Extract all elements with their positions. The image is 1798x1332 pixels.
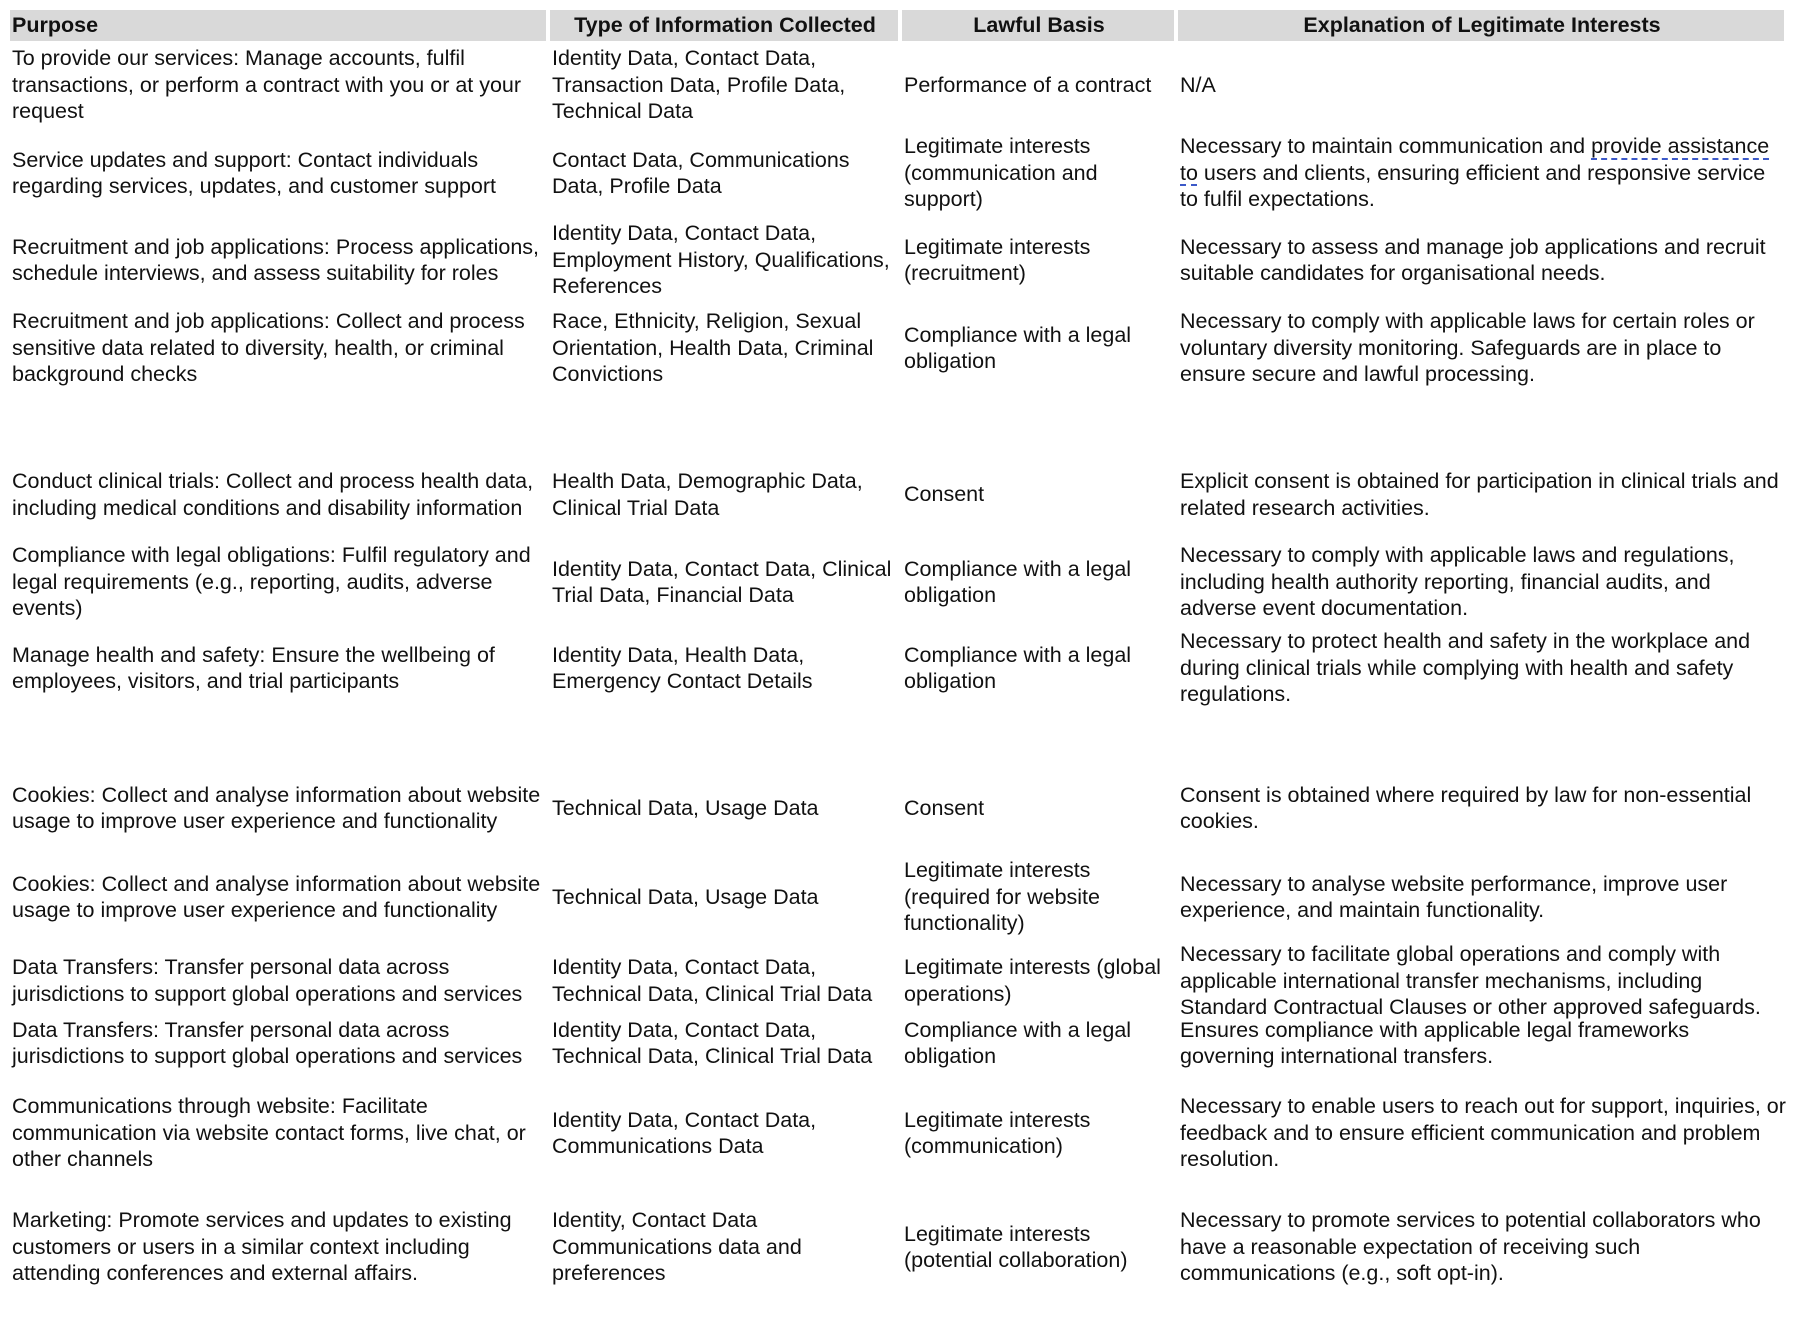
type-cell: Identity Data, Contact Data, Employment History, Qualifications, References: [552, 221, 890, 299]
basis-cell: Compliance with a legal obligation: [904, 642, 1132, 693]
table-row: [10, 763, 1788, 853]
purpose-cell: Compliance with legal obligations: Fulfil regulatory and legal requirements (e.g., reporting, audits, adverse events): [12, 543, 531, 621]
table-header-row: [10, 10, 1788, 41]
type-cell: Identity Data, Contact Data, Clinical Trial Data, Financial Data: [552, 556, 892, 607]
basis-cell: Consent: [904, 795, 985, 820]
type-cell: Identity Data, Health Data, Emergency Contact Details: [552, 642, 813, 693]
table-row: [10, 41, 1788, 129]
explanation-text: Necessary to promote services to potential collaborators who have a reasonable expectation of receiving such communications (e.g., soft opt-in).: [1180, 1208, 1761, 1286]
purpose-cell: Manage health and safety: Ensure the wellbeing of employees, visitors, and trial participants: [12, 642, 495, 693]
table-row: [10, 303, 1788, 393]
purpose-cell: Data Transfers: Transfer personal data across jurisdictions to support global operations and services: [12, 955, 523, 1006]
explanation-text: Necessary to maintain communication and: [1180, 134, 1592, 159]
type-cell: Contact Data, Communications Data, Profile Data: [552, 147, 850, 198]
type-cell: Identity Data, Contact Data, Transaction Data, Profile Data, Technical Data: [552, 46, 846, 124]
header-explanation: Explanation of Legitimate Interests: [1178, 10, 1784, 41]
basis-cell: Performance of a contract: [904, 72, 1152, 97]
purpose-cell: Data Transfers: Transfer personal data across jurisdictions to support global operations and services: [12, 1017, 523, 1068]
table-row: [10, 129, 1788, 217]
explanation-cell: [1178, 1017, 1788, 1070]
header-type-of-information: Type of Information Collected: [550, 10, 898, 41]
purpose-cell: Recruitment and job applications: Collect and process sensitive data related to diversity, health, or criminal background checks: [12, 309, 525, 387]
basis-cell: Legitimate interests (potential collaboration): [904, 1221, 1128, 1272]
explanation-cell: [1178, 941, 1788, 1021]
explanation-text: Necessary to enable users to reach out for support, inquiries, or feedback and to ensure efficient communication and problem resolution.: [1180, 1094, 1786, 1172]
table-row: [10, 941, 1788, 1019]
type-cell: Identity Data, Contact Data, Technical Data, Clinical Trial Data: [552, 1017, 873, 1068]
basis-cell: Legitimate interests (communication and support): [904, 134, 1098, 212]
type-cell: Health Data, Demographic Data, Clinical Trial Data: [552, 469, 863, 520]
explanation-cell: [1178, 468, 1788, 521]
table-row-spacer: [10, 711, 1788, 763]
purpose-cell: Recruitment and job applications: Process applications, schedule interviews, and assess suitability for roles: [12, 234, 540, 285]
explanation-text: Necessary to facilitate global operations and comply with applicable international transfer mechanisms, including Standard Contractual Clauses or other approved safeguards.: [1180, 942, 1761, 1019]
purpose-cell: Conduct clinical trials: Collect and process health data, including medical conditions and disability information: [12, 469, 534, 520]
table-row: [10, 539, 1788, 625]
basis-cell: Consent: [904, 482, 985, 507]
purpose-cell: Service updates and support: Contact individuals regarding services, updates, and customer support: [12, 147, 497, 198]
explanation-text: Necessary to comply with applicable laws for certain roles or voluntary diversity monitoring. Safeguards are in place to ensure secure and lawful processing.: [1180, 309, 1755, 387]
explanation-cell: [1178, 133, 1788, 213]
explanation-cell: [1178, 234, 1788, 287]
explanation-cell: [1178, 1207, 1788, 1287]
basis-cell: Legitimate interests (communication): [904, 1107, 1091, 1158]
table-row: [10, 217, 1788, 303]
explanation-text: Necessary to analyse website performance, improve user experience, and maintain functionality.: [1180, 871, 1728, 922]
explanation-text: Consent is obtained where required by law for non-essential cookies.: [1180, 782, 1752, 833]
data-processing-table: [10, 10, 1788, 1290]
explanation-cell: [1178, 782, 1788, 835]
grammar-flagged-text[interactable]: provide assistance to: [1180, 134, 1770, 185]
purpose-cell: Cookies: Collect and analyse information about website usage to improve user experience and functionality: [12, 871, 541, 922]
basis-cell: Legitimate interests (required for website functionality): [904, 858, 1100, 936]
explanation-text: N/A: [1180, 72, 1216, 97]
explanation-text: Necessary to assess and manage job applications and recruit suitable candidates for organisational needs.: [1180, 234, 1766, 285]
table-row-spacer: [10, 393, 1788, 450]
purpose-cell: Marketing: Promote services and updates to existing customers or users in a similar context including attending conferences and external affairs.: [12, 1208, 512, 1286]
explanation-cell: [1178, 1093, 1788, 1173]
table-row-spacer: [10, 1077, 1788, 1090]
table-row-spacer: [10, 1176, 1788, 1204]
type-cell: Technical Data, Usage Data: [552, 795, 819, 820]
explanation-cell: [1178, 542, 1788, 622]
explanation-text: Ensures compliance with applicable legal frameworks governing international transfers.: [1180, 1017, 1690, 1068]
purpose-cell: Communications through website: Facilitate communication via website contact forms, live chat, or other channels: [12, 1094, 526, 1172]
basis-cell: Legitimate interests (global operations): [904, 955, 1161, 1006]
basis-cell: Compliance with a legal obligation: [904, 1017, 1132, 1068]
explanation-cell: [1178, 308, 1788, 388]
explanation-text: Necessary to protect health and safety in the workplace and during clinical trials while complying with health and safety regulations.: [1180, 629, 1751, 707]
table-row: [10, 450, 1788, 539]
header-purpose: Purpose: [10, 10, 546, 41]
basis-cell: Compliance with a legal obligation: [904, 322, 1132, 373]
type-cell: Identity Data, Contact Data, Communications Data: [552, 1107, 817, 1158]
type-cell: Race, Ethnicity, Religion, Sexual Orientation, Health Data, Criminal Convictions: [552, 309, 874, 387]
purpose-cell: To provide our services: Manage accounts, fulfil transactions, or perform a contract with you or at your request: [12, 46, 522, 124]
type-cell: Technical Data, Usage Data: [552, 884, 819, 909]
table-row: [10, 625, 1788, 711]
table-row: [10, 1009, 1788, 1077]
explanation-text: Necessary to comply with applicable laws and regulations, including health authority reporting, financial audits, and adverse event documentation.: [1180, 543, 1735, 621]
header-lawful-basis: Lawful Basis: [902, 10, 1174, 41]
basis-cell: Legitimate interests (recruitment): [904, 234, 1091, 285]
explanation-cell: [1178, 72, 1788, 99]
type-cell: Identity Data, Contact Data, Technical Data, Clinical Trial Data: [552, 955, 873, 1006]
explanation-text: Explicit consent is obtained for participation in clinical trials and related research activities.: [1180, 469, 1779, 520]
table-row: [10, 1204, 1788, 1290]
table-row: [10, 853, 1788, 941]
table-row: [10, 1090, 1788, 1176]
explanation-cell: [1178, 871, 1788, 924]
basis-cell: Compliance with a legal obligation: [904, 556, 1132, 607]
purpose-cell: Cookies: Collect and analyse information about website usage to improve user experience and functionality: [12, 782, 541, 833]
explanation-text-rest: users and clients, ensuring efficient and responsive service to fulfil expectations.: [1180, 160, 1766, 212]
explanation-cell: [1178, 628, 1788, 708]
type-cell: Identity, Contact Data Communications data and preferences: [552, 1208, 802, 1286]
